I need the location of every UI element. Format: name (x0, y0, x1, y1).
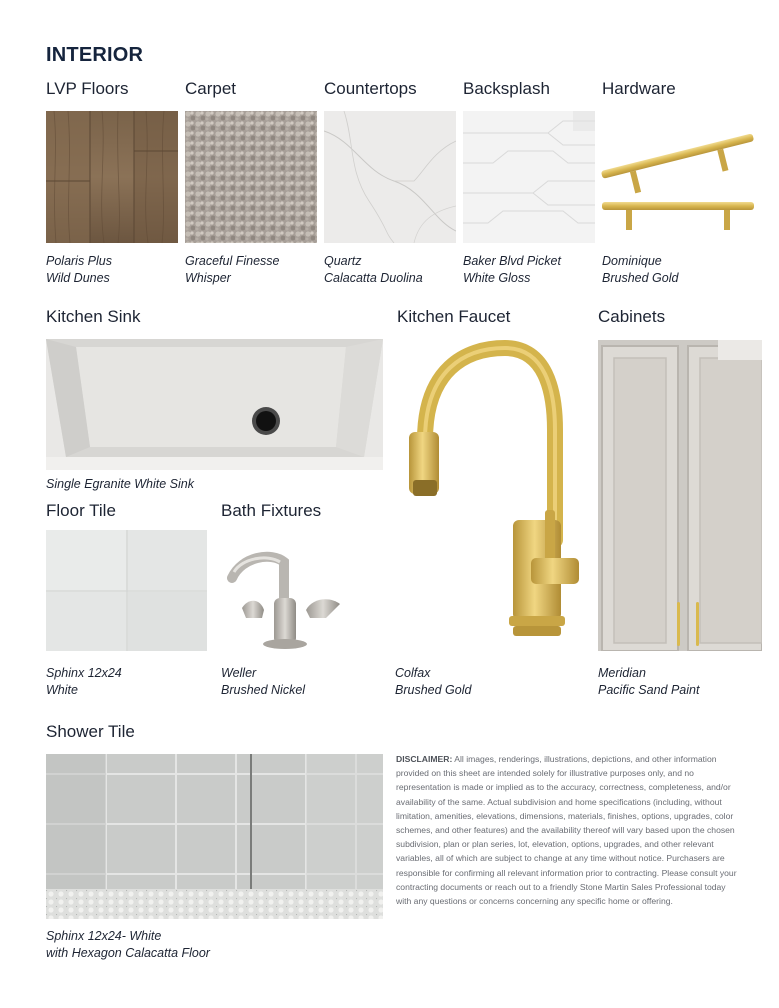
shower-tile-product-floor: with Hexagon Calacatta Floor (46, 946, 210, 960)
lvp-floor-swatch (46, 111, 178, 243)
shower-tile-caption (46, 928, 210, 962)
shower-tile-photo (46, 754, 383, 919)
backsplash-swatch (463, 111, 595, 243)
kitchen-faucet-caption (395, 665, 471, 699)
countertop-swatch (324, 111, 456, 243)
faucet-product-name: Colfax (395, 666, 431, 680)
disclaimer-text (396, 752, 738, 908)
floor-tile-caption (46, 665, 122, 699)
hardware-heading: Hardware (602, 79, 676, 98)
bath-fixtures-heading: Bath Fixtures (221, 501, 322, 520)
disclaimer-label: DISCLAIMER: (396, 754, 453, 764)
countertops-product-name: Quartz (324, 254, 362, 268)
floor-tile-product-color: White (46, 683, 78, 697)
carpet-swatch (185, 111, 317, 243)
cabinet-pull-swatch (600, 118, 758, 236)
bath-fixtures-product-color: Brushed Nickel (221, 683, 306, 697)
carpet-caption (185, 253, 279, 287)
cabinets-product-color: Pacific Sand Paint (598, 683, 700, 697)
hardware-product-name: Dominique (602, 254, 662, 268)
carpet-heading: Carpet (185, 79, 237, 98)
backsplash-product-color: White Gloss (463, 271, 531, 285)
lvp-caption (46, 253, 112, 287)
kitchen-faucet-photo (395, 340, 590, 645)
countertops-heading: Countertops (324, 79, 417, 98)
shower-tile-heading: Shower Tile (46, 722, 135, 741)
kitchen-sink-photo (46, 339, 383, 470)
lvp-product-name: Polaris Plus (46, 254, 112, 268)
bath-fixtures-caption (221, 665, 305, 699)
kitchen-sink-heading: Kitchen Sink (46, 307, 141, 326)
cabinets-heading: Cabinets (598, 307, 666, 326)
floor-tile-heading: Floor Tile (46, 501, 116, 520)
disclaimer-body: All images, renderings, illustrations, depictions, and other information provided on this sheet are intended solely for illustrative purposes only, and no representation is made or implied as to the accuracy, correctness, completeness, and/or availability of the same. Actual subdivision and home specifications (including, without limitation, amenities, elevations, dimensions, materials, finishes, options, upgrades, color schemes, and other features) and the availability thereof will vary based upon the chosen subdivision, plan or plan series, lot, elevation, options, upgrades, and other relevant variables, all of which are subject to change at any time without notice. Purchasers are responsible for confirming all relevant information prior to contracting. Please consult your contracting documents or reach out to a friendly Stone Martin Sales Professional today with any questions or concerns concerning any specific home or offering. (396, 754, 737, 907)
lvp-floors-heading: LVP Floors (46, 79, 129, 98)
countertops-caption (324, 253, 423, 287)
floor-tile-swatch (46, 530, 207, 651)
backsplash-caption (463, 253, 561, 287)
kitchen-faucet-heading: Kitchen Faucet (397, 307, 511, 326)
kitchen-sink-caption: Single Egranite White Sink (46, 477, 194, 491)
faucet-product-color: Brushed Gold (395, 683, 472, 697)
countertops-product-color: Calacatta Duolina (324, 271, 423, 285)
cabinets-product-name: Meridian (598, 666, 646, 680)
carpet-product-color: Whisper (185, 271, 231, 285)
hardware-caption (602, 253, 678, 287)
backsplash-heading: Backsplash (463, 79, 550, 98)
cabinets-photo (598, 340, 762, 651)
backsplash-product-name: Baker Blvd Picket (463, 254, 561, 268)
bath-faucet-photo (222, 548, 346, 652)
page-title: INTERIOR (46, 44, 144, 66)
floor-tile-product-name: Sphinx 12x24 (46, 666, 122, 680)
carpet-product-name: Graceful Finesse (185, 254, 280, 268)
cabinets-caption (598, 665, 699, 699)
shower-tile-product-name: Sphinx 12x24- White (46, 929, 162, 943)
bath-fixtures-product-name: Weller (221, 666, 257, 680)
hardware-product-color: Brushed Gold (602, 271, 679, 285)
lvp-product-color: Wild Dunes (46, 271, 110, 285)
